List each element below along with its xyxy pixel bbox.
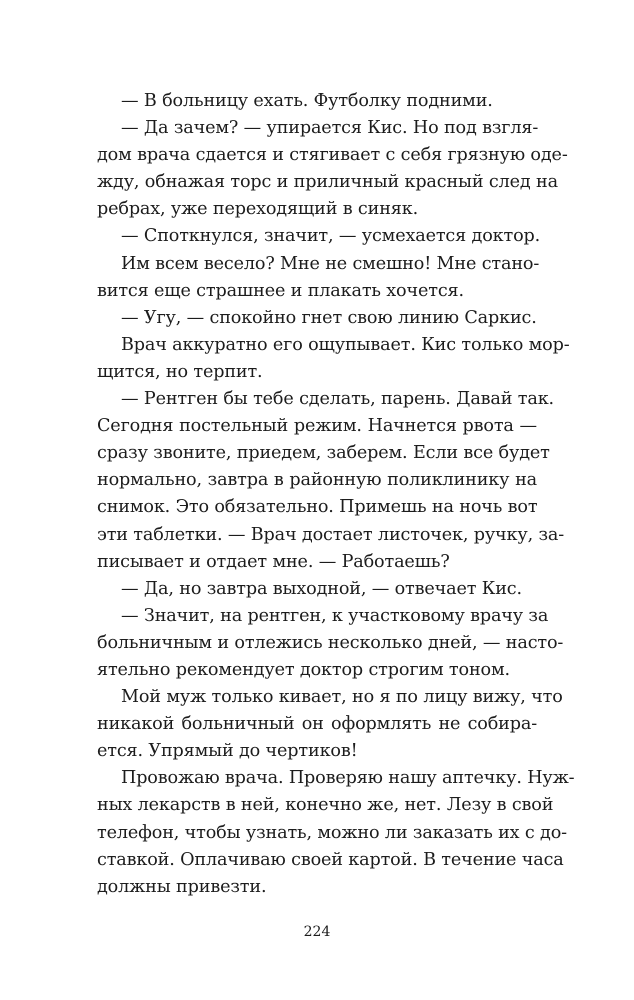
text-line: нормально, завтра в районную поликлинику на — [97, 470, 537, 491]
text-line: — Рентген бы тебе сделать, парень. Давай так. — [121, 389, 554, 410]
paragraph — [97, 251, 540, 305]
paragraph — [97, 223, 541, 250]
text-line: эти таблетки. — Врач достает листочек, ручку, за- — [97, 524, 565, 545]
text-line: — Угу, — спокойно гнет свою линию Саркис. — [121, 307, 537, 328]
text-line: — Да, но завтра выходной, — отвечает Кис. — [121, 578, 522, 599]
text-line: щится, но терпит. — [97, 361, 263, 382]
body-text — [97, 88, 575, 901]
paragraph — [97, 684, 563, 765]
text-line: ставкой. Оплачиваю своей картой. В течение часа — [97, 849, 564, 870]
text-line: Им всем весело? Мне не смешно! Мне стано- — [121, 253, 540, 274]
text-line: ется. Упрямый до чертиков! — [97, 741, 358, 762]
paragraph — [97, 305, 537, 332]
paragraph — [97, 603, 564, 684]
text-line: Провожаю врача. Проверяю нашу аптечку. Нуж- — [121, 768, 575, 789]
text-line: — Споткнулся, значит, — усмехается доктор. — [121, 226, 541, 247]
paragraph — [97, 88, 537, 115]
text-line: снимок. Это обязательно. Примешь на ночь вот — [97, 497, 538, 518]
text-line: Сегодня постельный режим. Начнется рвота — — [97, 416, 537, 437]
text-line: никакой больничный он оформлять не собира- — [97, 714, 537, 735]
paragraph — [97, 765, 575, 900]
text-line: жду, обнажая торс и приличный красный след на — [97, 172, 558, 193]
text-line: ятельно рекомендует доктор строгим тоном. — [97, 659, 510, 680]
paragraph — [97, 386, 565, 576]
text-line: ребрах, уже переходящий в синяк. — [97, 199, 419, 220]
text-line: Мой муж только кивает, но я по лицу вижу, что — [121, 687, 563, 708]
text-line: писывает и отдает мне. — Работаешь? — [97, 551, 450, 572]
text-line: сразу звоните, приедем, заберем. Если все будет — [97, 443, 550, 464]
text-line: больничным и отлежись несколько дней, — насто- — [97, 632, 564, 653]
text-line: дом врача сдается и стягивает с себя грязную оде- — [97, 145, 568, 166]
text-line: — Да зачем? — упирается Кис. Но под взгля- — [121, 118, 539, 139]
text-line: — Значит, на рентген, к участковому врачу за — [121, 605, 549, 626]
text-line: телефон, чтобы узнать, можно ли заказать их с до- — [97, 822, 567, 843]
text-line: — В больницу ехать. Футболку подними. — [121, 91, 493, 111]
page-number: 224 — [303, 924, 331, 940]
paragraph — [97, 576, 537, 603]
text-line: вится еще страшнее и плакать хочется. — [97, 280, 464, 301]
text-line: должны привезти. — [97, 876, 267, 897]
text-line: Врач аккуратно его ощупывает. Кис только мор- — [121, 334, 570, 355]
paragraph — [97, 115, 568, 223]
text-line: ных лекарств в ней, конечно же, нет. Лезу в свой — [97, 795, 554, 816]
paragraph — [97, 332, 570, 386]
